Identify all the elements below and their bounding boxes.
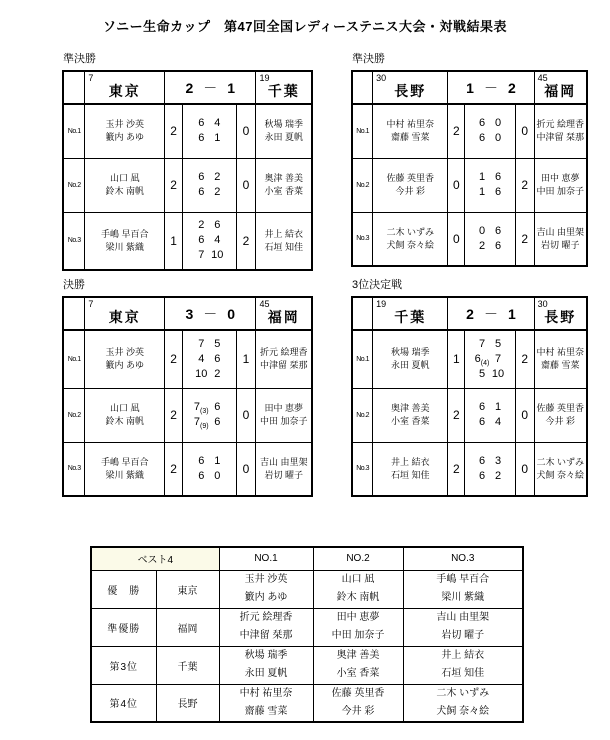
left-team-seed: 19 bbox=[376, 299, 387, 309]
left-team-cell bbox=[373, 297, 448, 330]
match-block-semifinal-2 bbox=[351, 53, 588, 267]
right-pair-names: 折元 絵理香 中津留 栞那 bbox=[534, 104, 587, 158]
pair-names: 佐藤 英里香 今井 彩 bbox=[313, 684, 403, 722]
set-score-line: 2 6 bbox=[478, 239, 502, 252]
right-match-points: 1 bbox=[507, 305, 516, 322]
pair-names: 秋場 瑞季 永田 夏帆 bbox=[219, 646, 313, 684]
set-score-line: 7 10 bbox=[198, 249, 224, 262]
best4-summary bbox=[90, 546, 524, 723]
set-score-line: 6 1 bbox=[198, 132, 221, 145]
match-header-row bbox=[352, 297, 587, 330]
set-scores bbox=[465, 388, 516, 442]
left-pair-names: 山口 凪 鈴木 南帆 bbox=[85, 388, 165, 442]
team-name: 長野 bbox=[156, 684, 219, 722]
left-team-name: 東京 bbox=[108, 309, 141, 325]
left-sets-won: 1 bbox=[165, 212, 183, 270]
set-score-line: 7 5 bbox=[478, 337, 502, 350]
match-block-final bbox=[62, 279, 313, 497]
pair-names: 手嶋 早百合 梁川 紫織 bbox=[403, 570, 523, 608]
pair-names: 折元 絵理香 中津留 栞那 bbox=[219, 608, 313, 646]
right-sets-won: 2 bbox=[515, 158, 534, 212]
left-match-points: 2 bbox=[466, 305, 474, 322]
match-number-label: No.1 bbox=[63, 104, 85, 158]
left-sets-won: 2 bbox=[165, 158, 183, 212]
left-pair-names: 奥津 善美 小室 香菜 bbox=[373, 388, 448, 442]
set-score-line: $7_{(9)}$ 6 bbox=[193, 416, 221, 430]
set-score-line: 6 1 bbox=[198, 454, 221, 467]
right-sets-won: 2 bbox=[515, 330, 534, 388]
team-name: 東京 bbox=[156, 570, 219, 608]
left-sets-won: 2 bbox=[165, 330, 183, 388]
match-number-label: No.3 bbox=[352, 212, 373, 266]
score-dash: － bbox=[203, 305, 218, 322]
match-row bbox=[352, 442, 587, 496]
right-pair-names: 折元 絵理香 中津留 栞那 bbox=[256, 330, 312, 388]
pair-names: 山口 凪 鈴木 南帆 bbox=[313, 570, 403, 608]
set-scores bbox=[183, 388, 237, 442]
right-pair-names: 吉山 由里架 岩切 曜子 bbox=[256, 442, 312, 496]
right-team-cell bbox=[256, 71, 312, 104]
left-pair-names: 中村 祐里奈 齋藤 雪菜 bbox=[373, 104, 448, 158]
match-row bbox=[352, 212, 587, 266]
left-team-cell bbox=[85, 297, 165, 330]
rank-label: 第3位 bbox=[91, 646, 156, 684]
left-sets-won: 0 bbox=[448, 158, 465, 212]
round-label: 準決勝 bbox=[63, 53, 96, 65]
match-row bbox=[352, 104, 587, 158]
set-score-line: 6 4 bbox=[198, 117, 221, 130]
left-pair-names: 玉井 沙英 籔内 あゆ bbox=[85, 330, 165, 388]
team-name: 千葉 bbox=[156, 646, 219, 684]
set-score-line: 2 6 bbox=[198, 219, 221, 232]
left-pair-names: 二木 いずみ 犬飼 奈々絵 bbox=[373, 212, 448, 266]
right-team-name: 福岡 bbox=[267, 309, 300, 325]
set-score-line: 1 6 bbox=[478, 186, 502, 198]
corner-cell bbox=[352, 297, 373, 330]
score-dash: － bbox=[203, 79, 218, 96]
set-score-line: 6 0 bbox=[478, 117, 502, 130]
match-number-label: No.1 bbox=[63, 330, 85, 388]
pair-names: 玉井 沙英 籔内 あゆ bbox=[219, 570, 313, 608]
summary-column-header: NO.1 bbox=[219, 547, 313, 570]
round-label: 3位決定戦 bbox=[352, 279, 403, 291]
left-team-seed: 7 bbox=[88, 73, 94, 83]
match-table-final bbox=[62, 296, 313, 497]
match-number-label: No.2 bbox=[352, 158, 373, 212]
match-header-row bbox=[63, 297, 312, 330]
right-sets-won: 0 bbox=[515, 442, 534, 496]
set-score-line: $6_{(4)}$ 7 bbox=[474, 352, 502, 367]
right-team-seed: 45 bbox=[259, 299, 270, 309]
set-scores bbox=[465, 212, 516, 266]
match-table-semifinal-2 bbox=[351, 70, 588, 267]
match-number-label: No.2 bbox=[352, 388, 373, 442]
left-sets-won: 1 bbox=[448, 330, 465, 388]
match-row bbox=[63, 388, 312, 442]
right-team-name: 長野 bbox=[544, 309, 577, 325]
corner-cell bbox=[352, 71, 373, 104]
match-row bbox=[352, 388, 587, 442]
set-score-line: $7_{(3)}$ 6 bbox=[193, 401, 221, 415]
right-pair-names: 田中 恵夢 中田 加奈子 bbox=[534, 158, 587, 212]
summary-header-row bbox=[91, 547, 523, 570]
match-score bbox=[165, 297, 256, 330]
left-pair-names: 佐藤 英里香 今井 彩 bbox=[373, 158, 448, 212]
summary-column-header: NO.2 bbox=[313, 547, 403, 570]
round-label: 準決勝 bbox=[352, 53, 385, 65]
match-row bbox=[63, 330, 312, 388]
right-team-seed: 30 bbox=[537, 299, 548, 309]
rank-label: 優 勝 bbox=[91, 570, 156, 608]
set-score-line: 6 1 bbox=[478, 401, 502, 413]
set-scores bbox=[183, 442, 237, 496]
summary-row bbox=[91, 684, 523, 722]
right-pair-names: 吉山 由里架 岩切 曜子 bbox=[534, 212, 587, 266]
left-team-name: 長野 bbox=[394, 83, 427, 99]
corner-cell bbox=[63, 297, 85, 330]
match-row bbox=[63, 212, 312, 270]
set-score-line: 1 6 bbox=[478, 171, 502, 183]
pair-names: 中村 祐里奈 齋藤 雪菜 bbox=[219, 684, 313, 722]
match-table-third-place bbox=[351, 296, 588, 497]
left-team-name: 東京 bbox=[108, 83, 141, 99]
right-pair-names: 奥津 善美 小室 香菜 bbox=[256, 158, 312, 212]
left-pair-names: 秋場 瑞季 永田 夏帆 bbox=[373, 330, 448, 388]
left-team-name: 千葉 bbox=[394, 309, 427, 325]
pair-names: 奥津 善美 小室 香菜 bbox=[313, 646, 403, 684]
left-sets-won: 2 bbox=[448, 104, 465, 158]
left-team-cell bbox=[85, 71, 165, 104]
set-score-line: 6 0 bbox=[198, 469, 221, 482]
right-sets-won: 0 bbox=[236, 158, 256, 212]
set-scores bbox=[183, 104, 237, 158]
summary-row bbox=[91, 646, 523, 684]
right-sets-won: 2 bbox=[236, 212, 256, 270]
pair-names: 田中 恵夢 中田 加奈子 bbox=[313, 608, 403, 646]
set-score-line: 6 3 bbox=[478, 454, 502, 467]
corner-cell bbox=[63, 71, 85, 104]
right-match-points: 1 bbox=[227, 79, 236, 96]
set-scores bbox=[465, 158, 516, 212]
summary-column-header: NO.3 bbox=[403, 547, 523, 570]
best4-summary-table bbox=[90, 546, 524, 723]
set-score-line: 7 5 bbox=[198, 337, 221, 350]
match-score bbox=[448, 297, 534, 330]
best4-header: ベスト4 bbox=[91, 547, 219, 570]
right-sets-won: 0 bbox=[515, 388, 534, 442]
set-score-line: 6 4 bbox=[198, 234, 221, 247]
left-pair-names: 井上 結衣 石垣 知佳 bbox=[373, 442, 448, 496]
right-team-cell bbox=[534, 297, 587, 330]
set-scores bbox=[465, 442, 516, 496]
match-number-label: No.2 bbox=[63, 158, 85, 212]
set-score-line: 6 4 bbox=[478, 416, 502, 428]
pair-names: 井上 結衣 石垣 知佳 bbox=[403, 646, 523, 684]
match-number-label: No.3 bbox=[352, 442, 373, 496]
page-title: ソニー生命カップ 第47回全国レディーステニス大会・対戦結果表 bbox=[102, 19, 508, 34]
round-label: 決勝 bbox=[63, 279, 85, 291]
set-score-line: 10 2 bbox=[195, 367, 221, 380]
left-sets-won: 2 bbox=[448, 388, 465, 442]
match-row bbox=[63, 442, 312, 496]
set-score-line: 6 2 bbox=[198, 171, 221, 183]
set-scores bbox=[465, 104, 516, 158]
set-score-line: 0 6 bbox=[478, 224, 502, 237]
match-number-label: No.3 bbox=[63, 212, 85, 270]
left-sets-won: 2 bbox=[448, 442, 465, 496]
right-pair-names: 井上 結衣 石垣 知佳 bbox=[256, 212, 312, 270]
set-score-line: 5 10 bbox=[478, 367, 505, 380]
right-pair-names: 田中 恵夢 中田 加奈子 bbox=[256, 388, 312, 442]
set-scores bbox=[183, 212, 237, 270]
pair-names: 吉山 由里架 岩切 曜子 bbox=[403, 608, 523, 646]
right-team-name: 千葉 bbox=[267, 83, 300, 99]
set-score-line: 6 2 bbox=[478, 469, 502, 482]
score-dash: － bbox=[483, 79, 498, 96]
right-team-cell bbox=[256, 297, 312, 330]
right-pair-names: 二木 いずみ 犬飼 奈々絵 bbox=[534, 442, 587, 496]
right-team-seed: 45 bbox=[537, 73, 548, 83]
left-sets-won: 0 bbox=[448, 212, 465, 266]
set-scores bbox=[465, 330, 516, 388]
left-pair-names: 玉井 沙英 籔内 あゆ bbox=[85, 104, 165, 158]
match-number-label: No.2 bbox=[63, 388, 85, 442]
left-team-cell bbox=[373, 71, 448, 104]
match-header-row bbox=[63, 71, 312, 104]
set-score-line: 6 0 bbox=[478, 132, 502, 145]
right-pair-names: 佐藤 英里香 今井 彩 bbox=[534, 388, 587, 442]
left-pair-names: 山口 凪 鈴木 南帆 bbox=[85, 158, 165, 212]
summary-row bbox=[91, 608, 523, 646]
match-row bbox=[352, 330, 587, 388]
set-score-line: 4 6 bbox=[198, 352, 221, 365]
left-match-points: 3 bbox=[185, 305, 194, 322]
right-pair-names: 中村 祐里奈 齋藤 雪菜 bbox=[534, 330, 587, 388]
set-score-line: 6 2 bbox=[198, 186, 221, 198]
right-sets-won: 0 bbox=[515, 104, 534, 158]
left-match-points: 1 bbox=[466, 79, 474, 96]
right-match-points: 2 bbox=[507, 79, 516, 96]
right-sets-won: 0 bbox=[236, 388, 256, 442]
team-name: 福岡 bbox=[156, 608, 219, 646]
pair-names: 二木 いずみ 犬飼 奈々絵 bbox=[403, 684, 523, 722]
left-pair-names: 手嶋 早百合 梁川 紫織 bbox=[85, 212, 165, 270]
right-sets-won: 2 bbox=[515, 212, 534, 266]
match-block-semifinal-1 bbox=[62, 53, 313, 271]
rank-label: 準優勝 bbox=[91, 608, 156, 646]
summary-row bbox=[91, 570, 523, 608]
set-scores bbox=[183, 158, 237, 212]
right-pair-names: 秋場 瑞季 永田 夏帆 bbox=[256, 104, 312, 158]
match-row bbox=[63, 104, 312, 158]
right-team-cell bbox=[534, 71, 587, 104]
right-team-name: 福岡 bbox=[544, 83, 577, 99]
left-sets-won: 2 bbox=[165, 104, 183, 158]
left-team-seed: 30 bbox=[376, 73, 387, 83]
left-sets-won: 2 bbox=[165, 388, 183, 442]
match-number-label: No.3 bbox=[63, 442, 85, 496]
match-table-semifinal-1 bbox=[62, 70, 313, 271]
match-score bbox=[448, 71, 534, 104]
right-match-points: 0 bbox=[227, 305, 236, 322]
set-scores bbox=[183, 330, 237, 388]
left-pair-names: 手嶋 早百合 梁川 紫織 bbox=[85, 442, 165, 496]
match-score bbox=[165, 71, 256, 104]
score-dash: － bbox=[483, 305, 498, 322]
left-sets-won: 2 bbox=[165, 442, 183, 496]
match-number-label: No.1 bbox=[352, 104, 373, 158]
right-team-seed: 19 bbox=[259, 73, 270, 83]
right-sets-won: 0 bbox=[236, 104, 256, 158]
match-number-label: No.1 bbox=[352, 330, 373, 388]
match-block-third-place bbox=[351, 279, 588, 497]
match-row bbox=[352, 158, 587, 212]
match-row bbox=[63, 158, 312, 212]
match-header-row bbox=[352, 71, 587, 104]
right-sets-won: 0 bbox=[236, 442, 256, 496]
rank-label: 第4位 bbox=[91, 684, 156, 722]
left-match-points: 2 bbox=[185, 79, 194, 96]
left-team-seed: 7 bbox=[88, 299, 94, 309]
right-sets-won: 1 bbox=[236, 330, 256, 388]
